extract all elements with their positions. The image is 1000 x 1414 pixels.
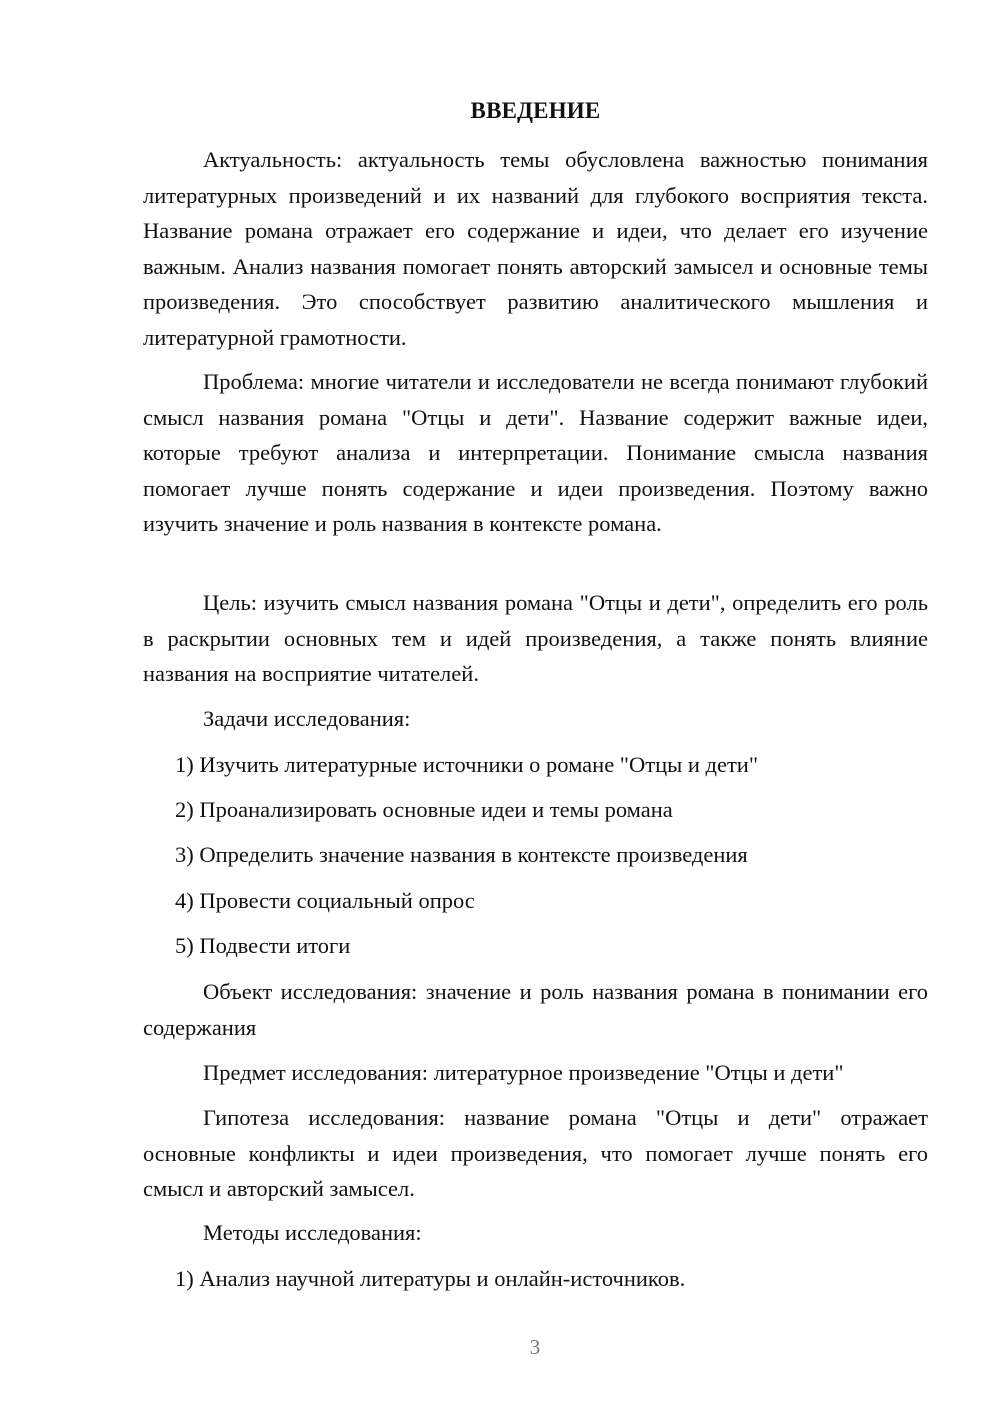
task-item-3: 3) Определить значение названия в контексте произведения — [175, 842, 748, 867]
section-heading: ВВЕДЕНИЕ — [470, 98, 601, 123]
task-item-5: 5) Подвести итоги — [175, 933, 351, 958]
task-item-1: 1) Изучить литературные источники о романе "Отцы и дети" — [175, 752, 759, 777]
page-number: 3 — [529, 1335, 541, 1359]
relevance-paragraph: Актуальность: актуальность темы обусловлена важностью понимания литературных произведений и их названий для глубокого восприятия текста. Название романа отражает его содержание и идеи, что делает его изучение важным. Анализ названия помогает понять авторский замысел и основные темы произведения. Это способствует развитию аналитического мышления и литературной грамотности. — [143, 147, 928, 350]
methods-label: Методы исследования: — [203, 1220, 422, 1245]
hypothesis-paragraph: Гипотеза исследования: название романа "Отцы и дети" отражает основные конфликты и идеи произведения, что помогает лучше понять его смысл и авторский замысел. — [143, 1105, 928, 1201]
goal-paragraph: Цель: изучить смысл названия романа "Отцы и дети", определить его роль в раскрытии основных тем и идей произведения, а также понять влияние названия на восприятие читателей. — [143, 590, 928, 686]
subject-paragraph: Предмет исследования: литературное произведение "Отцы и дети" — [203, 1060, 844, 1085]
task-item-4: 4) Провести социальный опрос — [175, 888, 475, 913]
method-item-1: 1) Анализ научной литературы и онлайн-источников. — [175, 1266, 686, 1291]
object-paragraph: Объект исследования: значение и роль названия романа в понимании его содержания — [143, 979, 928, 1040]
tasks-label: Задачи исследования: — [203, 706, 411, 731]
task-item-2: 2) Проанализировать основные идеи и темы романа — [175, 797, 673, 822]
problem-paragraph: Проблема: многие читатели и исследователи не всегда понимают глубокий смысл названия романа "Отцы и дети". Название содержит важные идеи, которые требуют анализа и интерпретации. Понимание смысла названия помогает лучше понять содержание и идеи произведения. Поэтому важно изучить значение и роль названия в контексте романа. — [143, 369, 928, 536]
